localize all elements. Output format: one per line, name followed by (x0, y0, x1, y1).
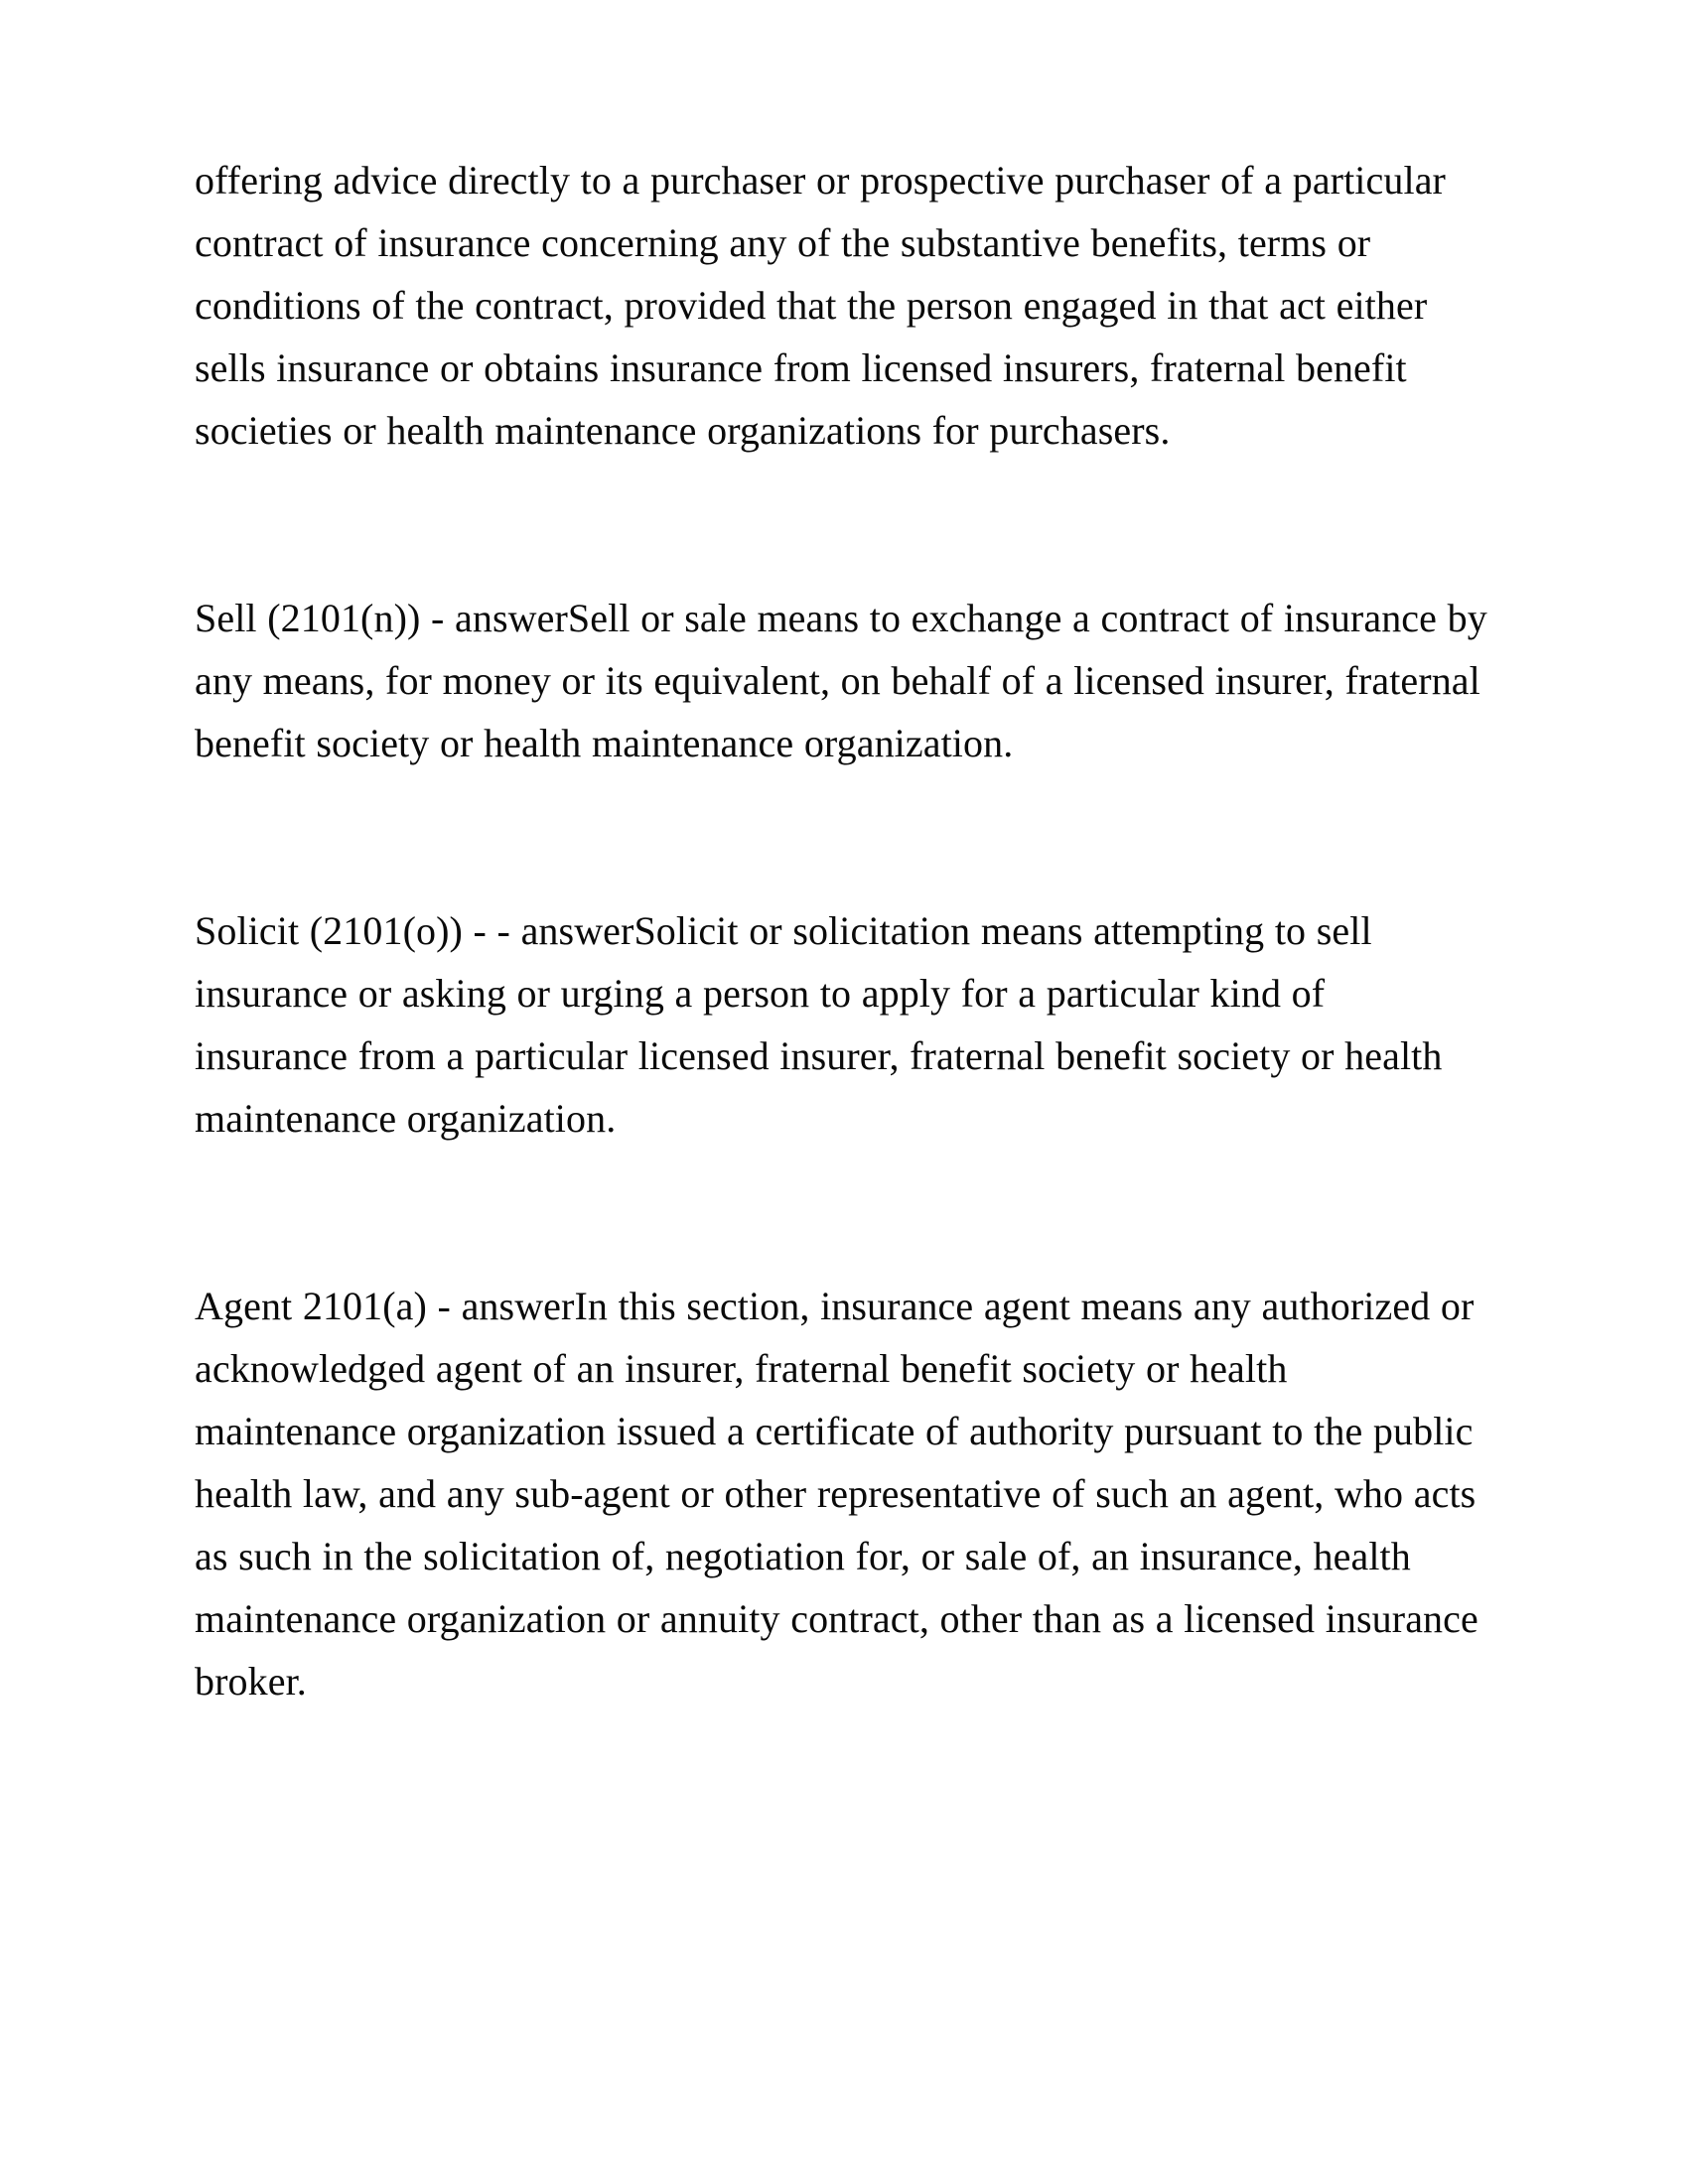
paragraph-agent-definition: Agent 2101(a) - answerIn this section, insurance agent means any authorized or acknowledged agent of an insurer, fraternal benefit society or health maintenance organization issued a certificate of authority pursuant to the public health law, and any sub-agent or other representative of such an agent, who acts as such in the solicitation of, negotiation for, or sale of, an insurance, health maintenance organization or annuity contract, other than as a licensed insurance broker. (195, 1284, 1478, 1704)
paragraph-solicit-definition: Solicit (2101(o)) - - answerSolicit or solicitation means attempting to sell insurance or asking or urging a person to apply for a particular kind of insurance from a particular licensed insurer, fraternal benefit society or health maintenance organization. (195, 908, 1443, 1141)
paragraph-advice-continuation: offering advice directly to a purchaser or prospective purchaser of a particular contract of insurance concerning any of the substantive benefits, terms or conditions of the contract, provided that the person engaged in that act either sells insurance or obtains insurance from licensed insurers, fraternal benefit societies or health maintenance organizations for purchasers. (195, 158, 1446, 453)
document-text-column (195, 149, 1487, 1712)
paragraph-sell-definition: Sell (2101(n)) - answerSell or sale means to exchange a contract of insurance by any means, for money or its equivalent, on behalf of a licensed insurer, fraternal benefit society or health maintenance organization. (195, 596, 1487, 765)
